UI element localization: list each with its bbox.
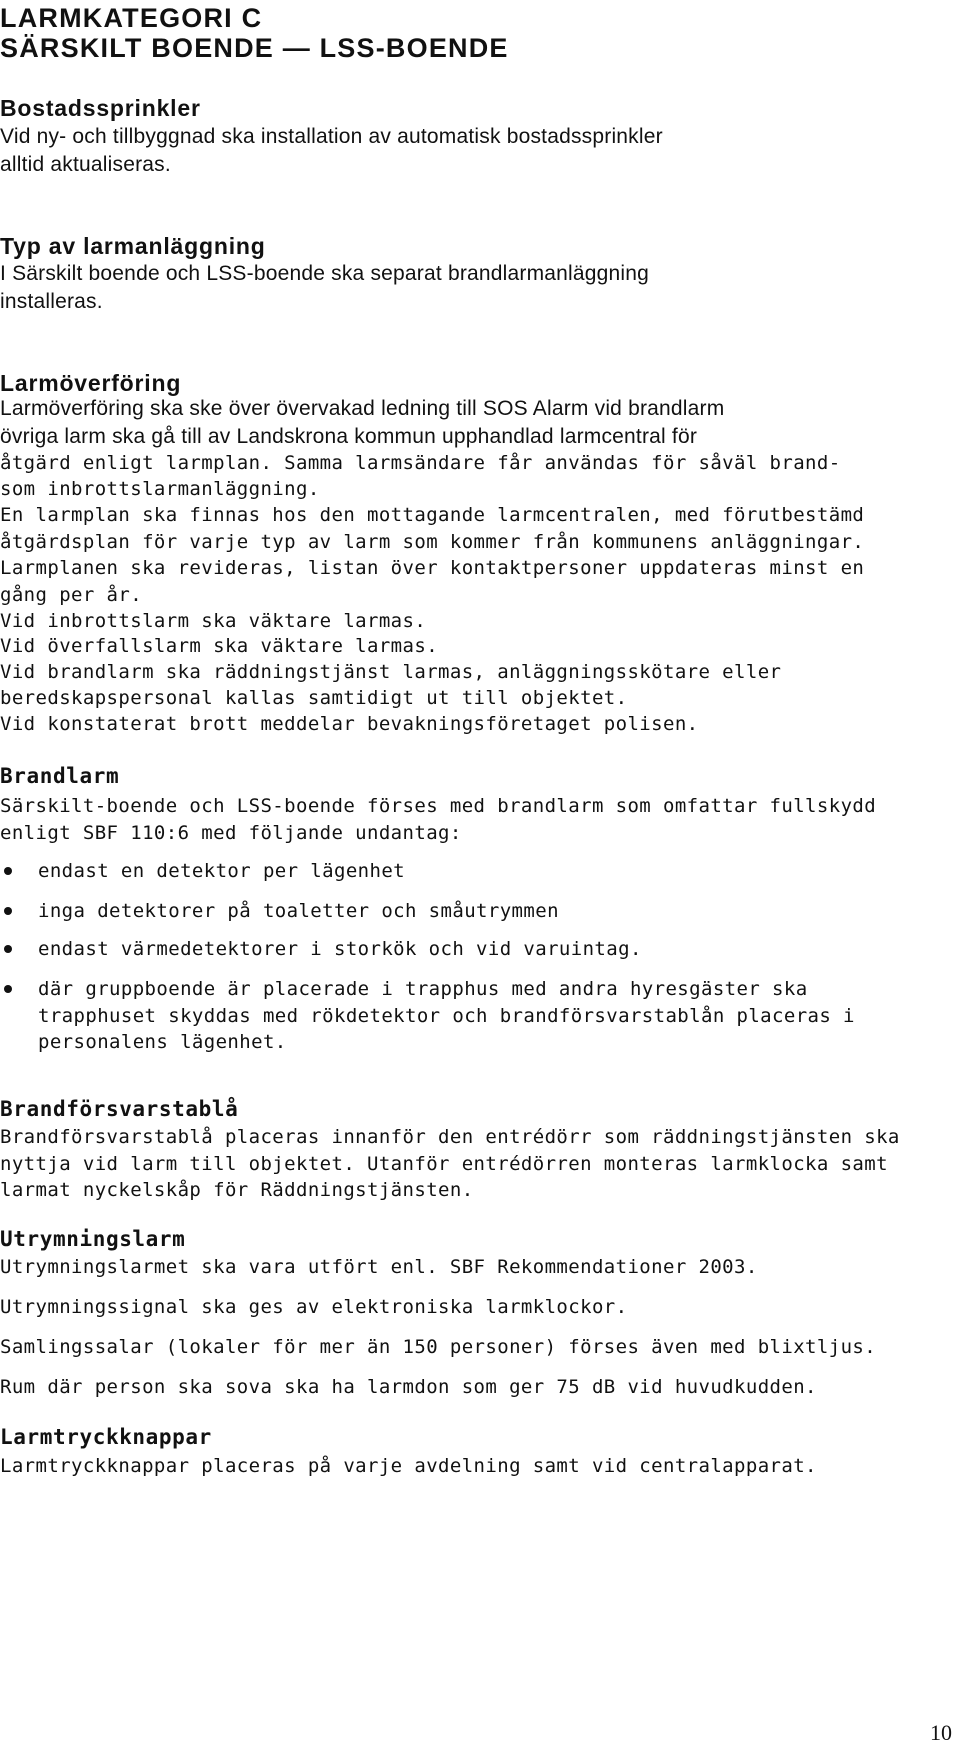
heading-brandlarm: Brandlarm	[0, 764, 120, 788]
bullet-icon	[4, 945, 12, 953]
body-line: Utrymningslarmet ska vara utfört enl. SBF Rekommendationer 2003.	[0, 1256, 758, 1278]
heading-utrymningslarm: Utrymningslarm	[0, 1227, 186, 1251]
body-line: åtgärd enligt larmplan. Samma larmsändare får användas för såväl brand-	[0, 452, 841, 474]
body-line: Vid ny- och tillbyggnad ska installation av automatisk bostadssprinkler	[0, 125, 663, 148]
body-line: gång per år.	[0, 584, 143, 606]
heading-bostadssprinkler: Bostadssprinkler	[0, 95, 201, 121]
list-item: endast värmedetektorer i storkök och vid varuintag.	[38, 938, 642, 960]
list-item-continuation: trapphuset skyddas med rökdetektor och brandförsvarstablån placeras i	[38, 1005, 855, 1027]
bullet-icon	[4, 985, 12, 993]
list-item: endast en detektor per lägenhet	[38, 860, 406, 882]
page-number: 10	[930, 1720, 952, 1745]
body-line: enligt SBF 110:6 med följande undantag:	[0, 822, 462, 844]
body-line: Vid inbrottslarm ska väktare larmas.	[0, 610, 427, 632]
body-line: En larmplan ska finnas hos den mottagande larmcentralen, med förutbestämd	[0, 504, 865, 526]
list-item: inga detektorer på toaletter och småutrymmen	[38, 900, 559, 922]
body-line: larmat nyckelskåp för Räddningstjänsten.	[0, 1179, 474, 1201]
body-line: Brandförsvarstablå placeras innanför den entrédörr som räddningstjänsten ska	[0, 1126, 900, 1148]
body-line: Rum där person ska sova ska ha larmdon som ger 75 dB vid huvudkudden.	[0, 1376, 817, 1398]
body-line: övriga larm ska gå till av Landskrona kommun upphandlad larmcentral för	[0, 425, 698, 448]
heading-brandforsvarstabla: Brandförsvarstablå	[0, 1097, 239, 1121]
title-line-1: LARMKATEGORI C	[0, 3, 263, 33]
heading-typ-av-larmanlaggning: Typ av larmanläggning	[0, 233, 266, 259]
body-line: Särskilt-boende och LSS-boende förses med brandlarm som omfattar fullskydd	[0, 795, 877, 817]
title-line-2: SÄRSKILT BOENDE — LSS-BOENDE	[0, 33, 509, 63]
body-line: nyttja vid larm till objektet. Utanför entrédörren monteras larmklocka samt	[0, 1153, 888, 1175]
list-item-continuation: personalens lägenhet.	[38, 1031, 287, 1053]
body-line: Vid konstaterat brott meddelar bevakningsföretaget polisen.	[0, 713, 699, 735]
body-line: Utrymningssignal ska ges av elektroniska larmklockor.	[0, 1296, 628, 1318]
body-line: Larmtryckknappar placeras på varje avdelning samt vid centralapparat.	[0, 1455, 817, 1477]
body-line: åtgärdsplan för varje typ av larm som kommer från kommunens anläggningar.	[0, 531, 865, 553]
body-line: Samlingssalar (lokaler för mer än 150 personer) förses även med blixtljus.	[0, 1336, 877, 1358]
body-line: installeras.	[0, 290, 103, 313]
list-item: där gruppboende är placerade i trapphus med andra hyresgäster ska	[38, 978, 808, 1000]
body-line: Larmplanen ska revideras, listan över kontaktpersoner uppdateras minst en	[0, 557, 865, 579]
bullet-icon	[4, 907, 12, 915]
body-line: Vid överfallslarm ska väktare larmas.	[0, 635, 439, 657]
body-line: I Särskilt boende och LSS-boende ska separat brandlarmanläggning	[0, 262, 650, 285]
heading-larmtryckknappar: Larmtryckknappar	[0, 1425, 212, 1449]
body-line: beredskapspersonal kallas samtidigt ut till objektet.	[0, 687, 628, 709]
body-line: Larmöverföring ska ske över övervakad ledning till SOS Alarm vid brandlarm	[0, 397, 725, 420]
bullet-icon	[4, 867, 12, 875]
body-line: Vid brandlarm ska räddningstjänst larmas, anläggningsskötare eller	[0, 661, 782, 683]
body-line: alltid aktualiseras.	[0, 153, 171, 176]
heading-larmoverforing: Larmöverföring	[0, 370, 182, 396]
body-line: som inbrottslarmanläggning.	[0, 478, 320, 500]
